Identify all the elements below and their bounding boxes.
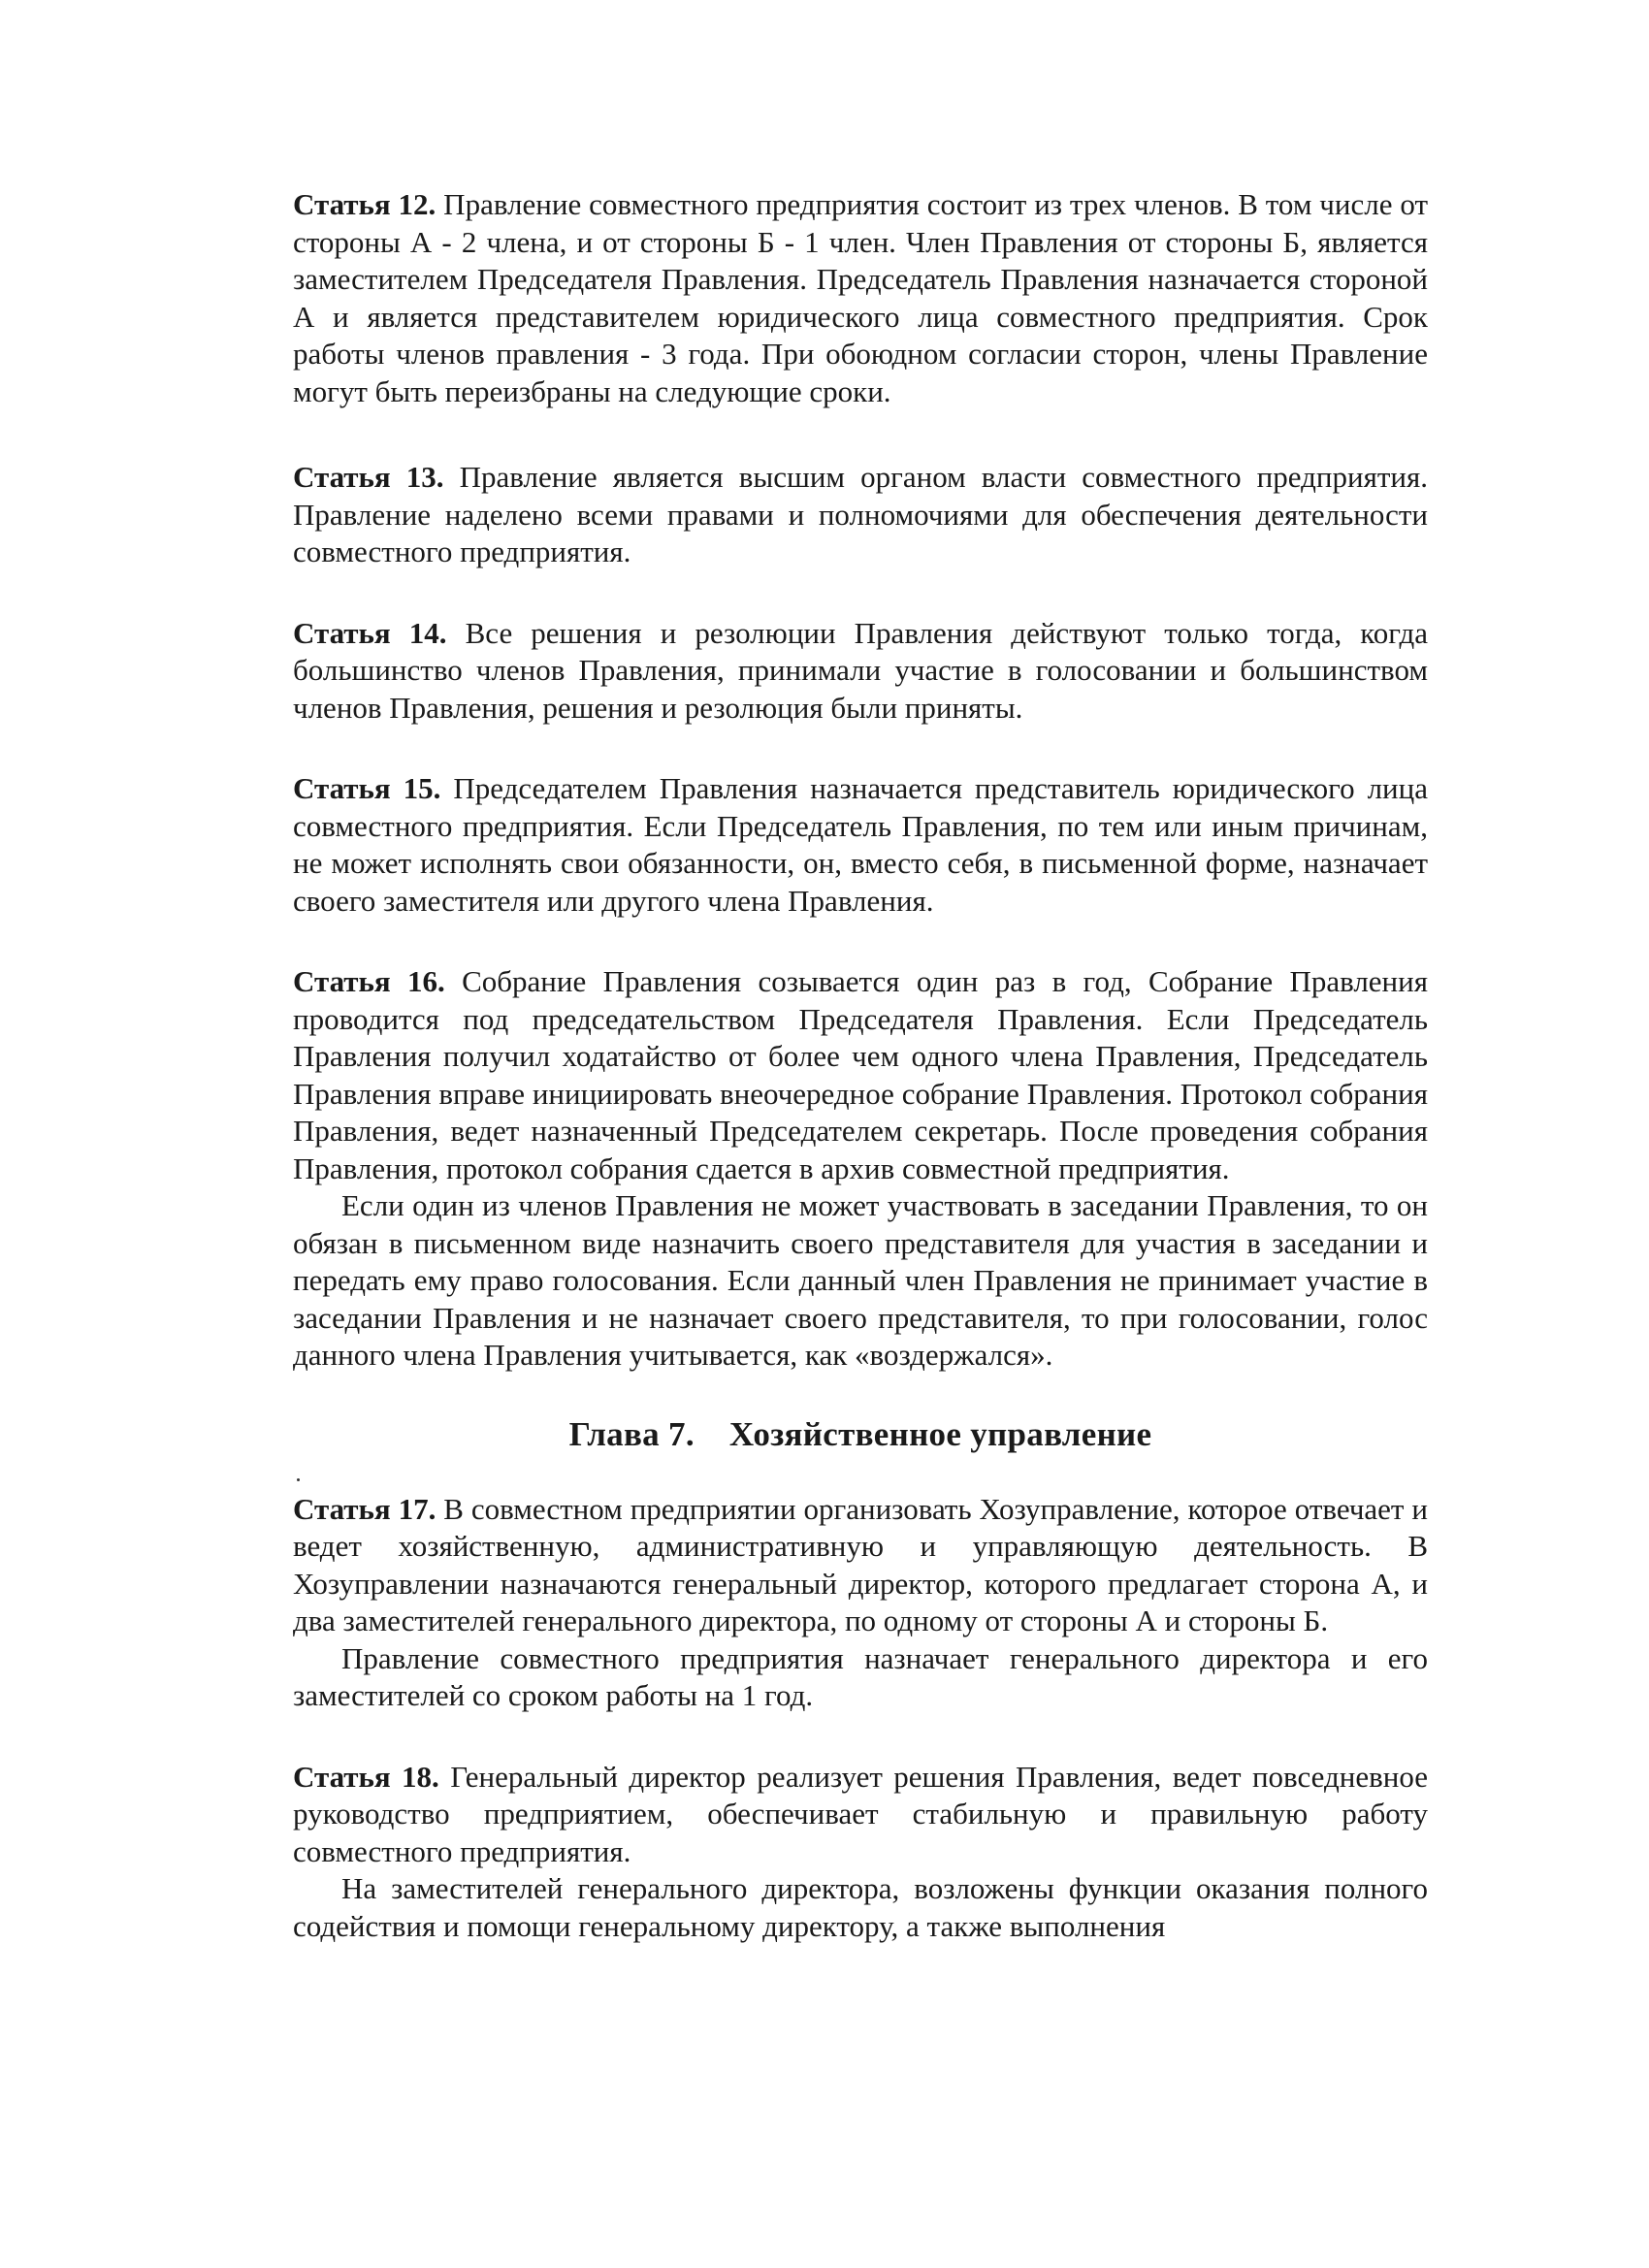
article-17-text: В совместном предприятии организовать Хозуправление, которое отвечает и ведет хозяйственную, административную и управляющую деятельность. В Хозуправлении назначаются генеральный директор, которого предлагает сторона А, и два заместителей генерального директора, по одному от стороны А и стороны Б. [293, 1491, 1428, 1637]
article-14 [293, 615, 1428, 728]
article-15-number: Статья 15. [293, 771, 441, 805]
article-17-number: Статья 17. [293, 1491, 436, 1526]
article-15-text: Председателем Правления назначается представитель юридического лица совместного предприятия. Если Председатель Правления, по тем или иным причинам, не может исполнять свои обязанности, он, вместо себя, в письменной форме, назначает своего заместителя или другого члена Правления. [293, 771, 1428, 918]
article-18-text: Генеральный директор реализует решения Правления, ведет повседневное руководство предприятием, обеспечивает стабильную и правильную работу совместного предприятия. [293, 1759, 1428, 1868]
article-17 [293, 1491, 1428, 1640]
chapter-label: Глава 7. [568, 1414, 695, 1453]
stray-dot-mark [297, 1478, 300, 1481]
article-14-number: Статья 14. [293, 615, 447, 650]
article-13-number: Статья 13. [293, 460, 444, 494]
article-16-text: Собрание Правления созывается один раз в год, Собрание Правления проводится под председательством Председателя Правления. Если Председатель Правления получил ходатайство от более чем одного члена Правления, Председатель Правления вправе инициировать внеочередное собрание Правления. Протокол собрания Правления, ведет назначенный Председателем секретарь. После проведения собрания Правления, протокол собрания сдается в архив совместной предприятия. [293, 964, 1428, 1185]
article-18-number: Статья 18. [293, 1759, 439, 1794]
chapter-heading [293, 1415, 1428, 1454]
article-16-number: Статья 16. [293, 964, 445, 998]
article-13-text: Правление является высшим органом власти совместного предприятия. Правление наделено всеми правами и полномочиями для обеспечения деятельности совместного предприятия. [293, 460, 1428, 568]
article-12-number: Статья 12. [293, 187, 436, 221]
article-17-paragraph-2: Правление совместного предприятия назначает генерального директора и его заместителей со сроком работы на 1 год. [293, 1640, 1428, 1712]
document-page [293, 186, 1428, 1945]
article-16-paragraph-2: Если один из членов Правления не может участвовать в заседании Правления, то он обязан в письменном виде назначить своего представителя для участия в заседании и передать ему право голосования. Если данный член Правления не принимает участие в заседании Правления и не назначает своего представителя, то при голосовании, голос данного члена Правления учитывается, как «воздержался». [293, 1188, 1428, 1372]
article-13 [293, 459, 1428, 571]
chapter-title: Хозяйственное управление [728, 1414, 1152, 1453]
article-18-paragraph-2: На заместителей генерального директора, возложены функции оказания полного содействия и помощи генеральному директору, а также выполнения [293, 1871, 1428, 1943]
article-14-text: Все решения и резолюции Правления действуют только тогда, когда большинство членов Правления, принимали участие в голосовании и большинством членов Правления, решения и резолюция были приняты. [293, 615, 1428, 725]
article-16 [293, 963, 1428, 1187]
article-12 [293, 186, 1428, 410]
article-18 [293, 1759, 1428, 1871]
article-15 [293, 770, 1428, 920]
article-12-text: Правление совместного предприятия состоит из трех членов. В том числе от стороны А - 2 члена, и от стороны Б - 1 член. Член Правления от стороны Б, является заместителем Председателя Правления. Председатель Правления назначается стороной А и является представителем юридического лица совместного предприятия. Срок работы членов правления - 3 года. При обоюдном согласии сторон, члены Правление могут быть переизбраны на следующие сроки. [293, 187, 1428, 408]
